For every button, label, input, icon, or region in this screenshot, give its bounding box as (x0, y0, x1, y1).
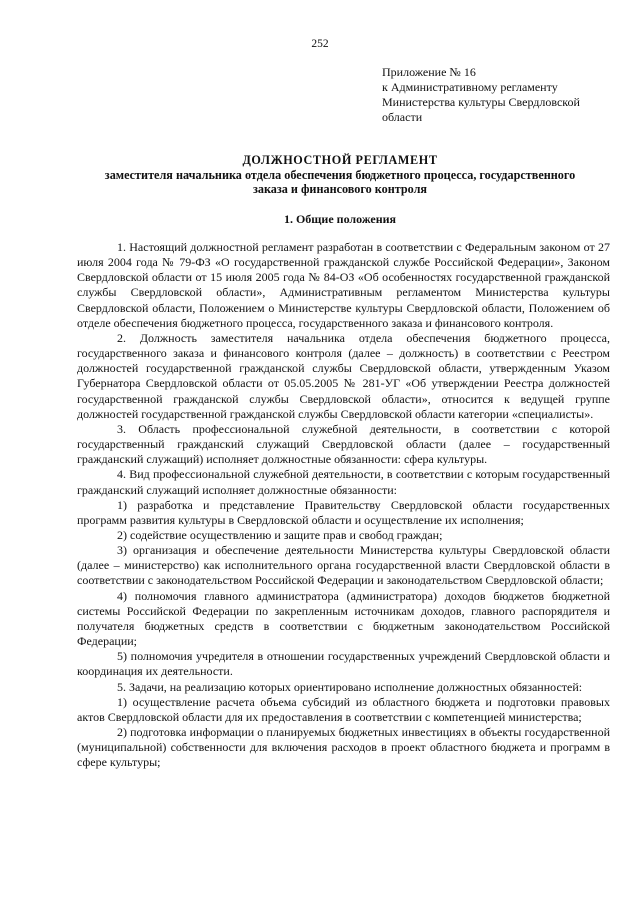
page-number: 252 (311, 38, 329, 50)
paragraph: 5. Задачи, на реализацию которых ориентировано исполнение должностных обязанностей: (117, 679, 583, 694)
paragraph: 4. Вид профессиональной служебной деятельности, в соответствии с которым государственный гражданский служащий исполняет должностные обязанности: (77, 467, 610, 497)
paragraph: 1) осуществление расчета объема субсидий из областного бюджета и подготовки правовых актов Свердловской области для их предоставления в соответствии с компетенцией министерства; (77, 694, 610, 724)
appendix-line: Министерства культуры Свердловской (382, 95, 580, 109)
appendix-line: к Административному регламенту (382, 80, 558, 94)
paragraph: 3) организация и обеспечение деятельности Министерства культуры Свердловской области (далее – министерство) как исполнительного органа государственной власти Свердловской области в соответствии с законодательством Российской Федерации и законодательством Свердловской области; (77, 543, 610, 588)
document-title (60, 153, 620, 197)
section-heading: 1. Общие положения (283, 212, 397, 226)
document-subtitle-line: заказа и финансового контроля (252, 182, 428, 196)
appendix-line: области (382, 110, 423, 124)
document-body (77, 240, 610, 770)
paragraph: 2. Должность заместителя начальника отдела обеспечения бюджетного процесса, государственного заказа и финансового контроля (далее – должность) в соответствии с Реестром должностей государственной гражданской службы Свердловской области, утвержденным Указом Губернатора Свердловской области от 05.05.2005 № 281-УГ «Об утверждении Реестра должностей государственной гражданской службы Свердловской области», относится к ведущей группе должностей государственной гражданской службы Свердловской области категории «специалисты». (77, 330, 610, 421)
paragraph: 1. Настоящий должностной регламент разработан в соответствии с Федеральным законом от 27 июля 2004 года № 79-ФЗ «О государственной гражданской службе Российской Федерации», Законом Свердловской области от 15 июля 2005 года № 84-ОЗ «Об особенностях государственной гражданской службы Свердловской области», Административным регламентом Министерства культуры Свердловской области, Положением о Министерстве культуры Свердловской области, Положением об отделе обеспечения бюджетного процесса, государственного заказа и финансового контроля. (77, 240, 610, 330)
appendix-note (382, 65, 622, 125)
paragraph: 2) подготовка информации о планируемых бюджетных инвестициях в объекты государственной (муниципальной) собственности для включения расходов в проект областного бюджета и программ в сфере культуры; (77, 725, 610, 770)
document-title-main: ДОЛЖНОСТНОЙ РЕГЛАМЕНТ (242, 153, 438, 167)
appendix-line: Приложение № 16 (382, 65, 476, 79)
paragraph: 5) полномочия учредителя в отношении государственных учреждений Свердловской области и координация их деятельности. (77, 649, 610, 679)
document-subtitle-line: заместителя начальника отдела обеспечения бюджетного процесса, государственного (104, 167, 576, 182)
paragraph: 1) разработка и представление Правительству Свердловской области государственных программ развития культуры в Свердловской области и осуществление их исполнения; (77, 497, 610, 527)
paragraph: 3. Область профессиональной служебной деятельности, в соответствии с которой государственный гражданский служащий Свердловской области (далее – государственный гражданский служащий) исполняет должностные обязанности: сфера культуры. (77, 421, 610, 467)
paragraph: 2) содействие осуществлению и защите прав и свобод граждан; (117, 527, 443, 542)
paragraph: 4) полномочия главного администратора (администратора) доходов бюджетов бюджетной системы Российской Федерации по закрепленным источникам доходов, главного распорядителя и получателя бюджетных средств в соответствии с бюджетным законодательством Российской Федерации; (77, 588, 610, 649)
